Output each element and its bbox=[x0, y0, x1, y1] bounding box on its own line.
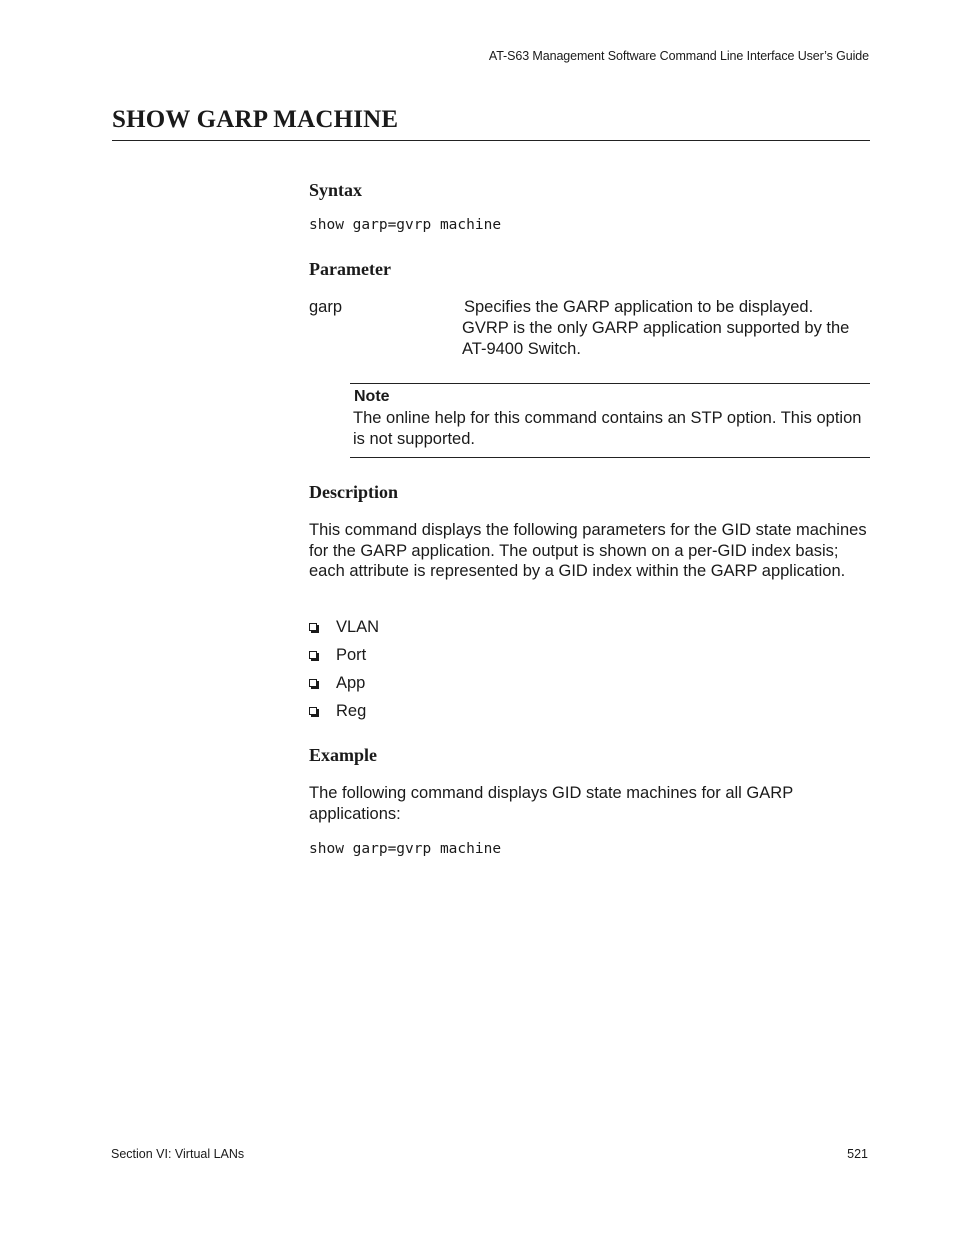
parameter-description-line: Specifies the GARP application to be displayed. bbox=[464, 298, 814, 316]
parameter-description-line: AT-9400 Switch. bbox=[462, 340, 581, 358]
parameter-description-line: GVRP is the only GARP application supported by the bbox=[462, 319, 850, 337]
parameter-description bbox=[462, 297, 872, 360]
checkbox-bullet-icon bbox=[309, 623, 317, 631]
footer-section: Section VI: Virtual LANs bbox=[111, 1147, 245, 1161]
checkbox-bullet-icon bbox=[309, 651, 317, 659]
description-paragraph: This command displays the following parameters for the GID state machines for the GARP application. The output is shown on a per-GID index basis; each attribute is represented by a GID index within the GARP application. bbox=[309, 521, 867, 580]
syntax-heading: Syntax bbox=[309, 180, 363, 200]
note-label: Note bbox=[354, 388, 390, 405]
parameter-heading: Parameter bbox=[309, 259, 391, 279]
title-rule bbox=[112, 140, 870, 141]
note-text: The online help for this command contains an STP option. This option is not supported. bbox=[353, 409, 862, 448]
example-paragraph: The following command displays GID state machines for all GARP applications: bbox=[309, 784, 793, 823]
note-box bbox=[350, 383, 870, 458]
running-header: AT-S63 Management Software Command Line Interface User’s Guide bbox=[488, 49, 869, 63]
page-title: SHOW GARP MACHINE bbox=[112, 106, 399, 133]
syntax-command: show garp=gvrp machine bbox=[309, 217, 502, 233]
parameter-name: garp bbox=[309, 298, 343, 316]
checkbox-bullet-icon bbox=[309, 707, 317, 715]
checkbox-bullet-icon bbox=[309, 679, 317, 687]
example-command: show garp=gvrp machine bbox=[309, 841, 502, 857]
footer-page-number: 521 bbox=[847, 1147, 868, 1161]
description-heading: Description bbox=[309, 482, 398, 502]
example-heading: Example bbox=[309, 745, 378, 765]
